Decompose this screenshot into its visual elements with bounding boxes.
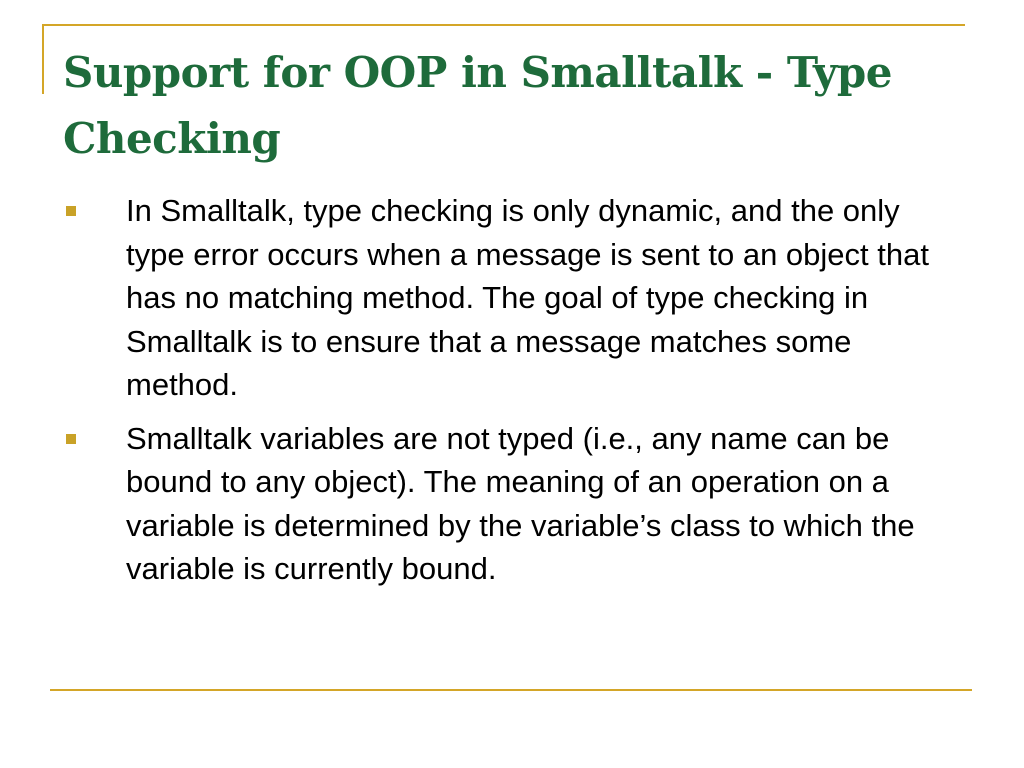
frame-left-rule [42,24,44,94]
bullet-text: Smalltalk variables are not typed (i.e., any name can be bound to any object). The meaning of an operation on a variable is determined by the variable’s class to which the variable is currently bound. [126,420,915,586]
square-bullet-icon [66,434,76,444]
square-bullet-icon [66,206,76,216]
bullet-item [62,417,962,591]
bottom-rule [50,689,972,691]
bullet-text: In Smalltalk, type checking is only dynamic, and the only type error occurs when a message is sent to an object that has no matching method. The goal of type checking in Smalltalk is to ensure that a message matches some method. [126,193,929,402]
bullet-item [62,189,962,407]
slide-title: Support for OOP in Smalltalk - Type Checking [63,48,892,163]
bullet-list [62,189,962,601]
frame-top-rule [42,24,965,26]
